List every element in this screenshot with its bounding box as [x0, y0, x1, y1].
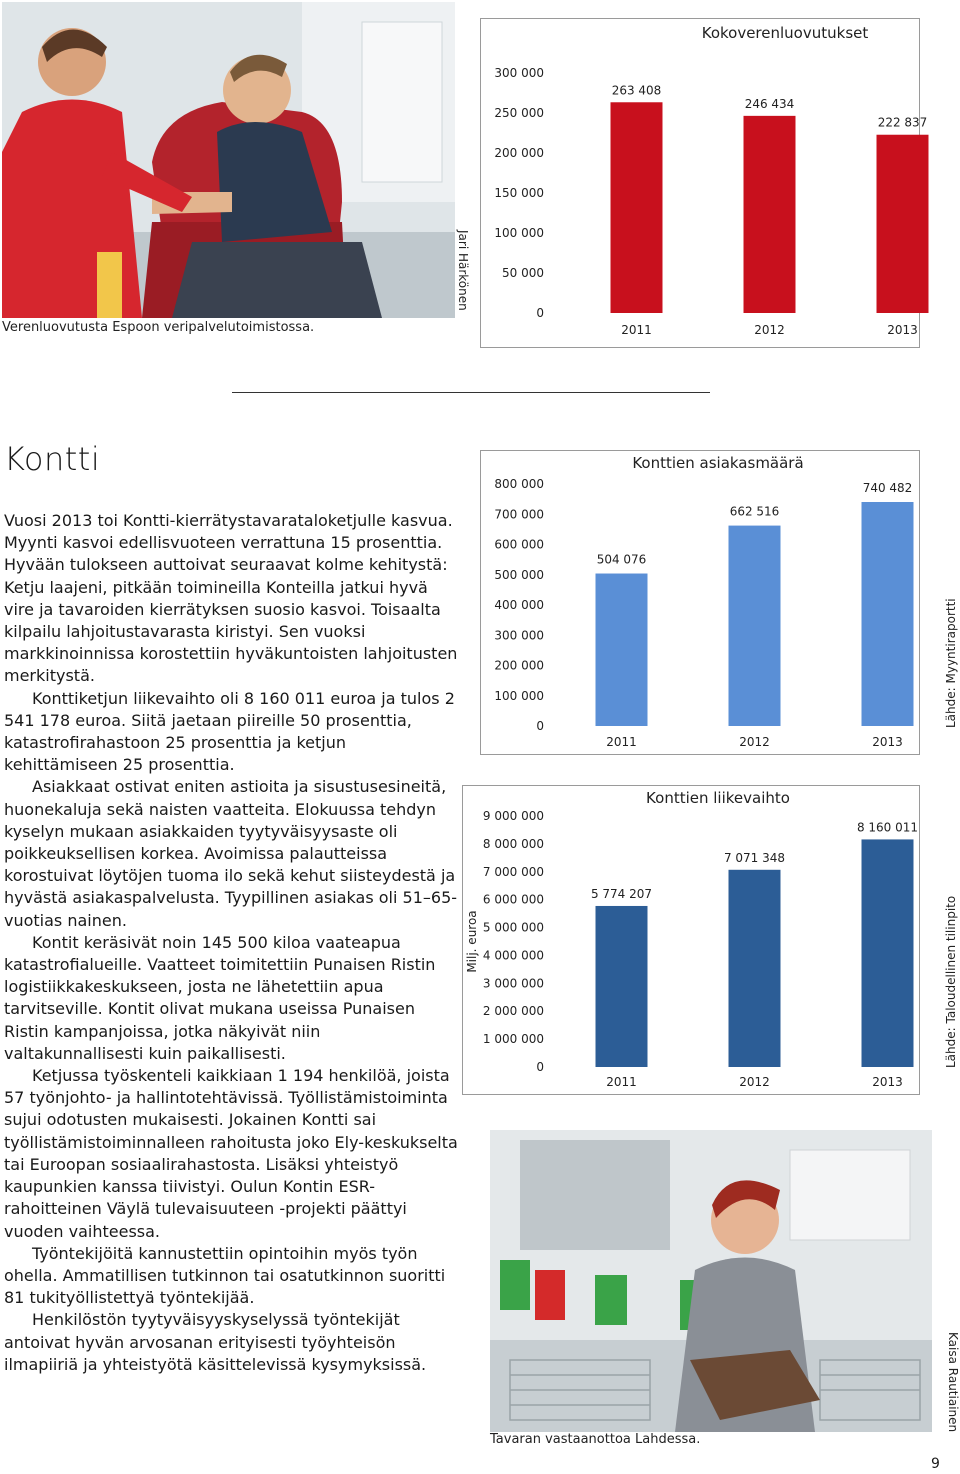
x-tick-label: 2012 [754, 323, 785, 337]
article-paragraph: Ketjussa työskenteli kaikkiaan 1 194 henkilöä, joista 57 työnjohto- ja hallintotehtävissä. Työllistämistoiminta sujui odotusten mukaisesti. Jokainen Kontti sai työllistämistoiminnalleen rahoitusta joko Ely-keskukselta tai Euroopan sosiaalirahastosta. Lisäksi yhteistyö kaupunkien kanssa tiivistyi. Oulun Kontin ESR-rahoitteinen Väylä tulevaisuuteen -projekti päättyi vuoden vaihteessa. [4, 1066, 458, 1241]
y-tick-label: 100 000 [494, 688, 544, 703]
article-paragraph: Henkilöstön tyytyväisyyskyselyssä työntekijät antoivat hyvän arvosanan erityisesti työyhteisön ilmapiiriä ja yhteistyötä käsittelevissä kysymyksissä. [4, 1310, 427, 1374]
chart-title: Konttien liikevaihto [646, 789, 790, 807]
y-tick-label: 250 000 [494, 106, 544, 120]
bar [744, 116, 796, 313]
y-tick-label: 50 000 [502, 266, 544, 280]
revenue-chart-source: Lähde: Taloudellinen tilinpito [944, 895, 958, 1068]
y-tick-label: 100 000 [494, 226, 544, 240]
goods-reception-photo [490, 1130, 932, 1432]
section-heading: Kontti [4, 440, 101, 478]
y-tick-label: 9 000 000 [482, 809, 544, 823]
article-body [4, 510, 459, 1376]
x-tick-label: 2012 [739, 735, 770, 749]
y-axis-label: Milj. euroa [465, 910, 479, 973]
x-tick-label: 2011 [606, 735, 637, 749]
y-tick-label: 7 000 000 [482, 864, 544, 879]
chart-title: Kokoverenluovutukset [701, 24, 869, 42]
top-photo-caption: Verenluovutusta Espoon veripalvelutoimistossa. [2, 320, 315, 335]
bar [611, 102, 663, 313]
chart-frame [481, 19, 920, 348]
bar-value-label: 246 434 [744, 96, 795, 111]
y-tick-label: 1 000 000 [482, 1032, 544, 1047]
bar [596, 574, 648, 726]
customer-chart-source: Lähde: Myyntiraportti [944, 598, 958, 728]
bar [862, 502, 914, 726]
y-tick-label: 600 000 [494, 537, 544, 552]
y-tick-label: 0 [536, 306, 544, 320]
bar-value-label: 8 160 011 [856, 820, 919, 835]
x-tick-label: 2012 [739, 1075, 770, 1089]
chart-frame [463, 786, 920, 1095]
blood-donations-chart [480, 18, 928, 348]
top-photo-credit: Jari Härkönen [456, 230, 470, 311]
y-tick-label: 2 000 000 [482, 1004, 544, 1019]
y-tick-label: 4 000 000 [482, 948, 544, 963]
y-tick-label: 150 000 [494, 186, 544, 200]
bar [729, 526, 781, 726]
y-tick-label: 8 000 000 [482, 836, 544, 851]
y-tick-label: 300 000 [494, 628, 544, 643]
y-tick-label: 200 000 [494, 146, 544, 160]
article-paragraph: Vuosi 2013 toi Kontti-kierrätystavarataloketjulle kasvua. Myynti kasvoi edellisvuoteen verrattuna 15 prosenttia. Hyvään tulokseen auttoivat seuraavat kolme kehitystä: Ketju laajeni, pitkään toimineilla Konteilla jatkui hyvä vire ja tavaroiden kierrätyksen suosio kasvoi. Toisaalta kilpailu lahjoitustavarasta kiristyi. Sen vuoksi markkinoinnissa korostettiin hyväkuntoisten lahjoitusten merkitystä. [4, 511, 458, 686]
y-tick-label: 5 000 000 [482, 920, 544, 935]
bar-value-label: 662 516 [729, 504, 780, 519]
y-tick-label: 300 000 [494, 66, 544, 80]
goods-reception-illustration [490, 1130, 932, 1432]
y-tick-label: 6 000 000 [482, 892, 544, 907]
bottom-photo-credit: Kaisa Rautiainen [946, 1332, 960, 1433]
x-tick-label: 2011 [621, 323, 652, 337]
y-tick-label: 800 000 [494, 477, 544, 491]
x-tick-label: 2013 [872, 735, 903, 749]
article-paragraph: Työntekijöitä kannustettiin opintoihin myös työn ohella. Ammatillisen tutkinnon tai osatutkinnon suoritti 81 tukityöllistettyä työntekijää. [4, 1243, 446, 1308]
bar [729, 870, 781, 1067]
article-paragraph: Konttiketjun liikevaihto oli 8 160 011 euroa ja tulos 2 541 178 euroa. Siitä jaetaan piireille 50 prosenttia, katastrofirahastoon 25 prosenttia ja ketjun kehittämiseen 25 prosenttia. [4, 688, 455, 775]
bar-value-label: 263 408 [611, 83, 662, 98]
y-tick-label: 3 000 000 [482, 976, 544, 991]
customer-count-chart [480, 450, 920, 755]
bottom-photo-caption: Tavaran vastaanottoa Lahdessa. [490, 1432, 701, 1447]
x-tick-label: 2011 [606, 1075, 637, 1089]
y-tick-label: 400 000 [494, 598, 544, 612]
bar [596, 906, 648, 1067]
bar-value-label: 740 482 [862, 481, 913, 496]
bar-value-label: 7 071 348 [723, 850, 786, 865]
y-tick-label: 0 [536, 719, 544, 733]
bar-value-label: 5 774 207 [590, 886, 653, 901]
bar-value-label: 222 837 [877, 115, 928, 130]
revenue-chart [462, 785, 920, 1095]
y-tick-label: 700 000 [494, 507, 544, 522]
y-tick-label: 200 000 [494, 658, 544, 673]
page-number: 9 [931, 1456, 940, 1472]
x-tick-label: 2013 [872, 1075, 903, 1089]
y-tick-label: 500 000 [494, 567, 544, 582]
bar [862, 839, 914, 1067]
x-tick-label: 2013 [887, 323, 918, 337]
y-tick-label: 0 [536, 1060, 544, 1074]
blood-donation-illustration [2, 2, 455, 318]
chart-title: Konttien asiakasmäärä [632, 454, 804, 472]
blood-donation-photo [2, 2, 455, 318]
chart-frame [481, 451, 920, 755]
bar-value-label: 504 076 [596, 552, 647, 567]
bar [877, 135, 929, 313]
article-paragraph: Asiakkaat ostivat eniten astioita ja sisustusesineitä, huonekaluja sekä naisten vaatteita. Elokuussa tehdyn kyselyn mukaan asiakkaiden tyytyväisyysaste oli poikkeuksellisen korkea. Avoimissa palautteissa korostuivat löytöjen tuoma ilo sekä kehut siisteydestä ja hyvästä asiakaspalvelusta. Tyypillinen asiakas oli 51–65-vuotias nainen. [4, 777, 458, 930]
section-divider [232, 392, 710, 393]
article-paragraph: Kontit keräsivät noin 145 500 kiloa vaateapua katastrofialueille. Vaatteet toimitettiin Punaisen Ristin logistiikkakeskukseen, josta ne lähetettiin apua tarvitseville. Kontit olivat mukana useissa Punaisen Ristin kampanjoissa, jotka näkyivät niin valtakunnallisesti kuin paikallisesti. [4, 932, 436, 1063]
